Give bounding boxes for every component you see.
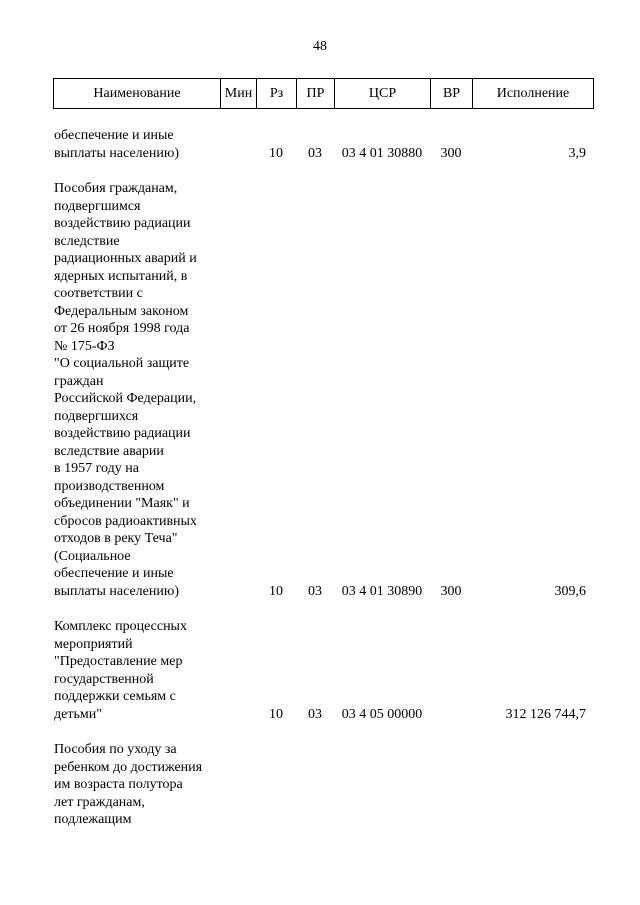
row-csr: 03 4 01 30880: [341, 145, 423, 161]
row-name: Пособия по уходу за ребенком до достижения им возраста полутора лет гражданам, подлежащим: [54, 742, 203, 827]
header-ispolnenie: Исполнение: [473, 79, 594, 109]
table-row: [0, 127, 640, 162]
row-name: Пособия гражданам, подвергшимся воздействию радиации вследствие радиационных аварий и ядерных испытаний, в соответствии с Федеральным законом от 26 ноября 1998 года № 175-ФЗ "О социальной защите граждан Российской Федерации, подвергшихся воздействию радиации вследствие аварии в 1957 году на производственном объединении "Маяк" и сбросов радиоактивных отходов в реку Теча" (Социальное обеспечение и иные выплаты населению): [54, 181, 197, 599]
column-header-table: [53, 78, 594, 109]
row-rz: 10: [269, 706, 283, 722]
row-vr: 300: [440, 145, 462, 161]
header-csr: ЦСР: [335, 79, 431, 109]
row-rz: 10: [269, 583, 283, 599]
row-rz: 10: [269, 145, 283, 161]
row-name: Комплекс процессных мероприятий "Предоставление мер государственной поддержки семьям с детьми": [54, 619, 187, 722]
table-row: [0, 180, 640, 600]
table-row: [0, 741, 640, 829]
row-pr: 03: [308, 706, 322, 722]
page-number: 48: [313, 39, 327, 54]
header-vr: ВР: [431, 79, 473, 109]
budget-rows: [0, 127, 640, 829]
row-ispolnenie: 312 126 744,7: [505, 706, 586, 722]
row-pr: 03: [308, 583, 322, 599]
header-naimenovanie: Наименование: [54, 79, 221, 109]
row-name: обеспечение и иные выплаты населению): [54, 128, 179, 161]
row-vr: 300: [440, 583, 462, 599]
header-pr: ПР: [297, 79, 335, 109]
header-rz: Рз: [257, 79, 297, 109]
row-pr: 03: [308, 145, 322, 161]
row-csr: 03 4 05 00000: [341, 706, 423, 722]
row-ispolnenie: 309,6: [554, 583, 586, 599]
row-ispolnenie: 3,9: [568, 145, 586, 161]
header-min: Мин: [221, 79, 257, 109]
row-csr: 03 4 01 30890: [341, 583, 423, 599]
table-row: [0, 618, 640, 723]
